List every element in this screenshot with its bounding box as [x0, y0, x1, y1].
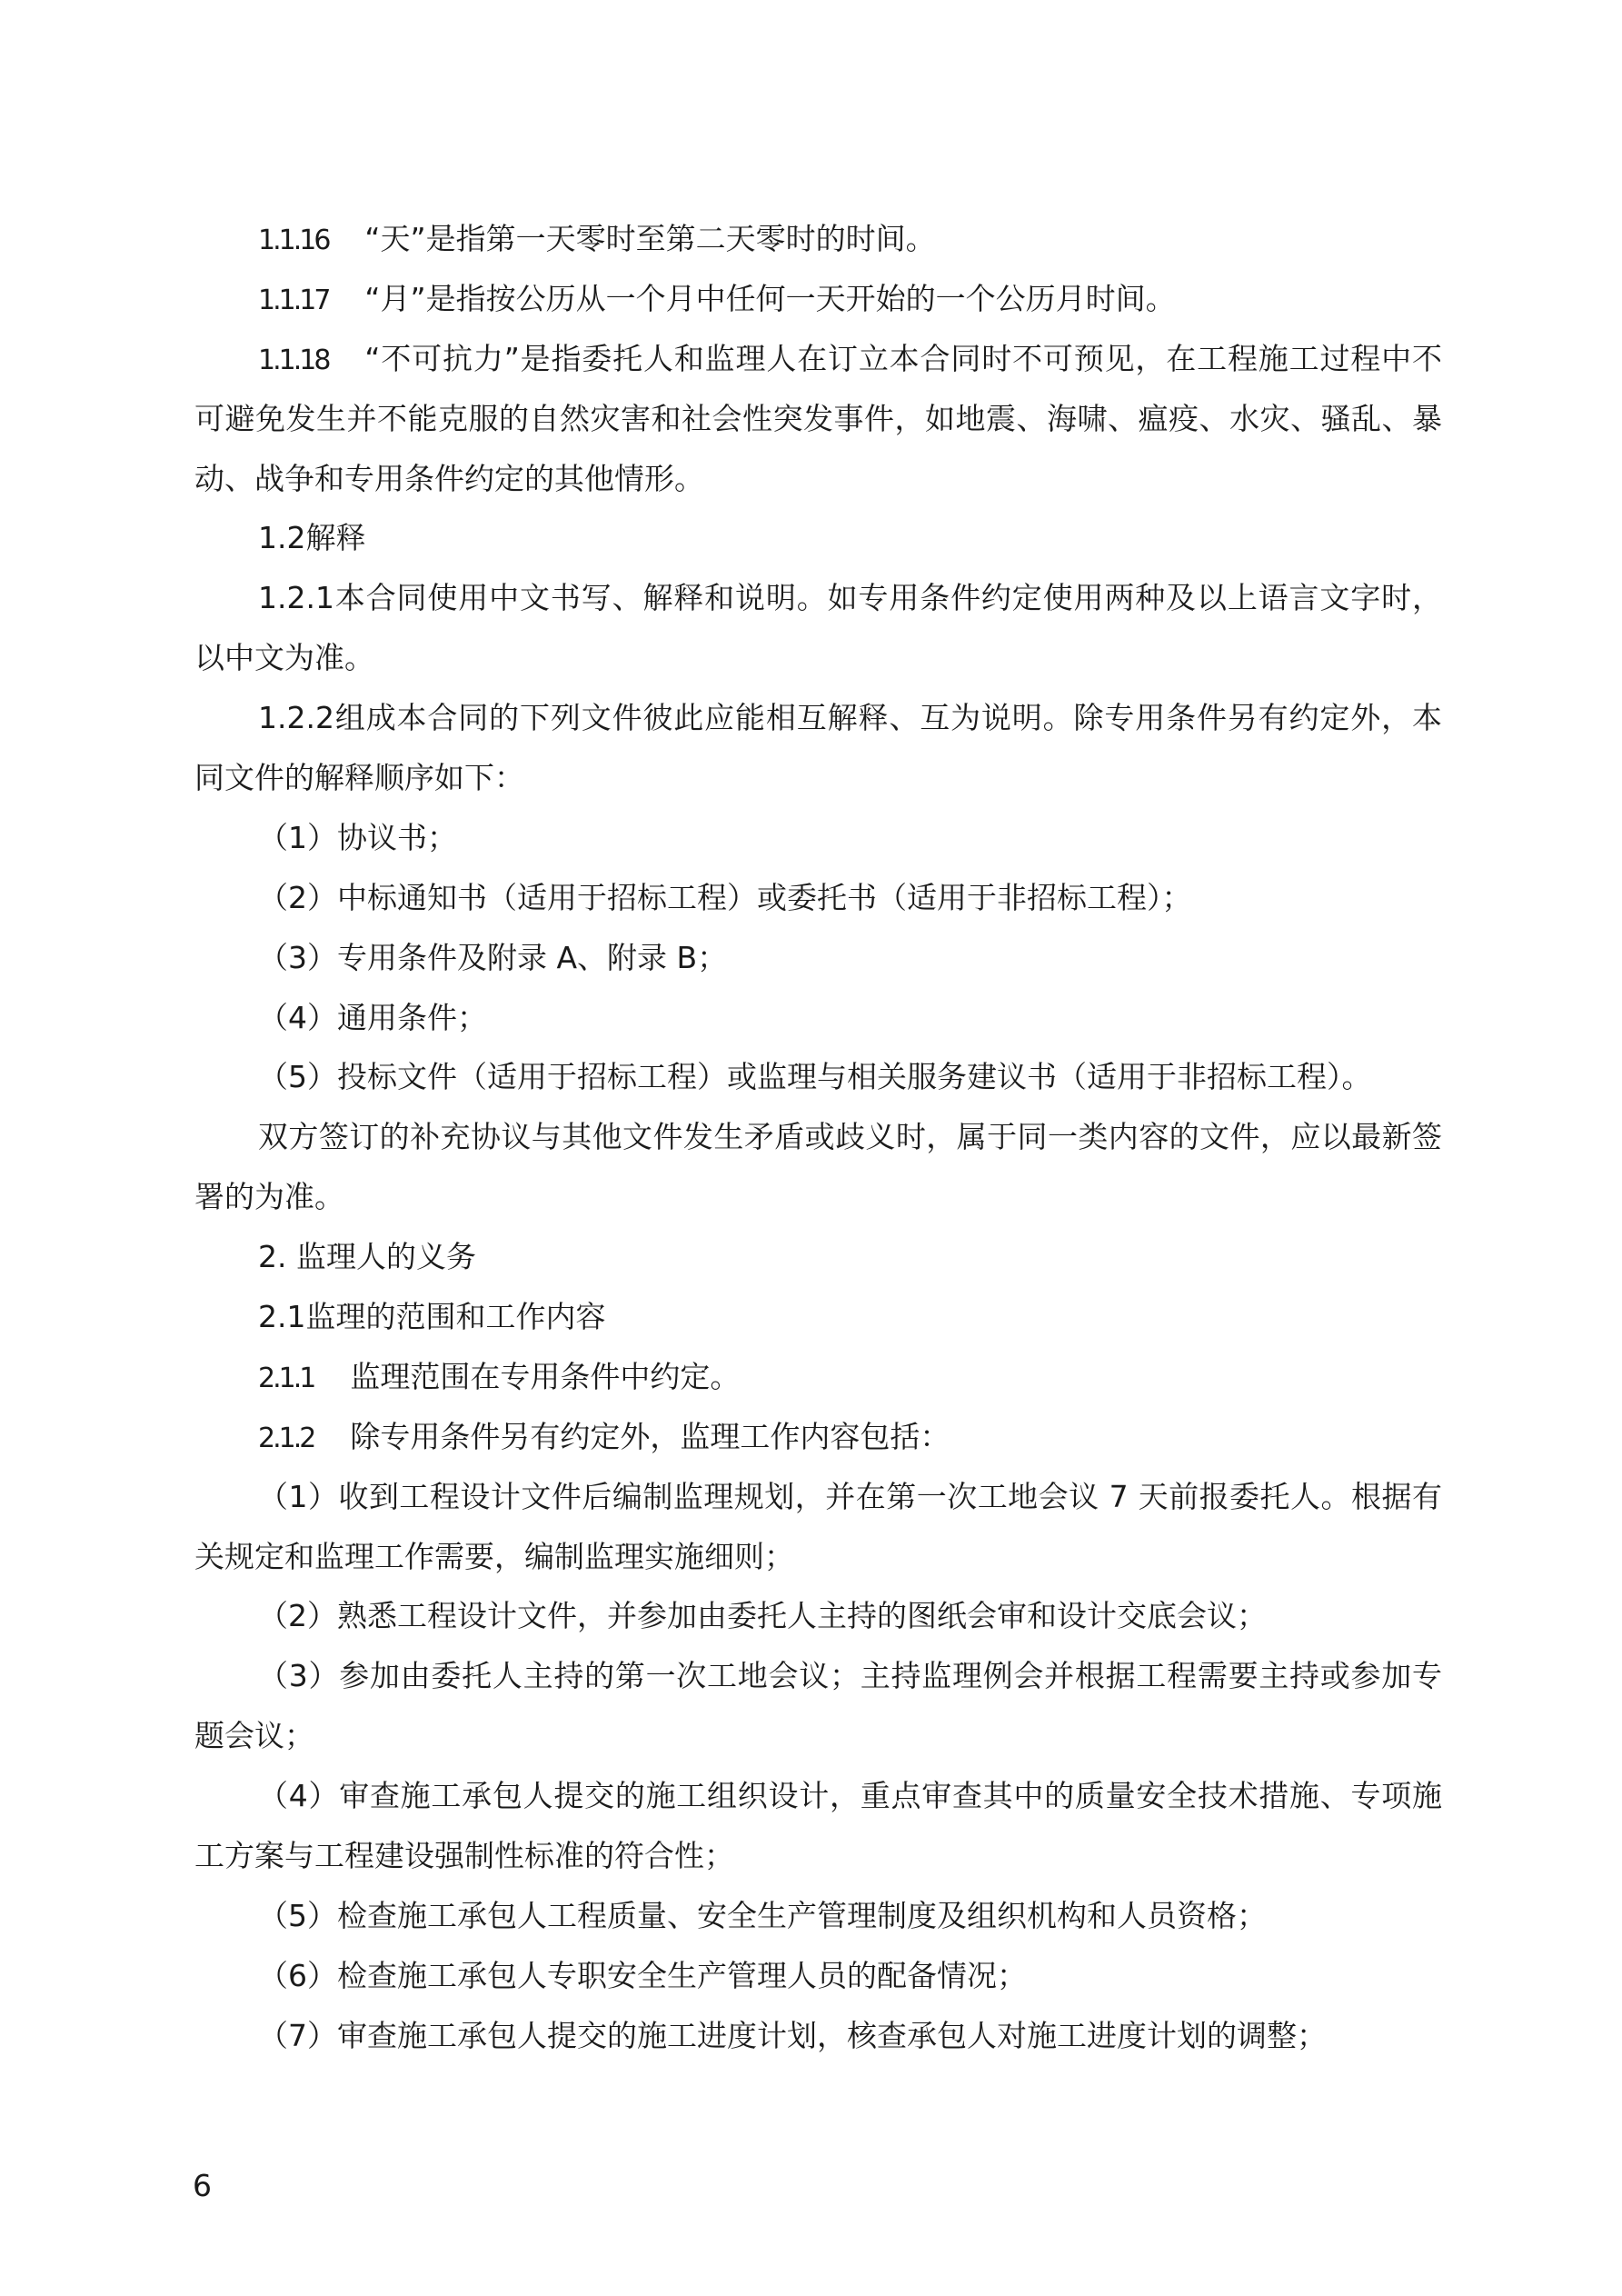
line-text: “月”是指按公历从一个月中任何一天开始的一个公历月时间。	[364, 280, 1176, 316]
text-line	[194, 1646, 1442, 1706]
text-line	[194, 1227, 1442, 1287]
text-line	[194, 1407, 1442, 1467]
text-line	[194, 1527, 1442, 1587]
text-line	[194, 1467, 1442, 1527]
clause-number: 2.1.1	[258, 1362, 314, 1394]
text-line	[194, 808, 1442, 868]
line-text: 关规定和监理工作需要，编制监理实施细则；	[194, 1538, 794, 1574]
line-text: “不可抗力”是指委托人和监理人在订立本合同时不可预见，在工程施工过程中不	[364, 340, 1442, 376]
text-line	[194, 1946, 1442, 2006]
text-line	[194, 329, 1442, 389]
line-text: 双方签订的补充协议与其他文件发生矛盾或歧义时，属于同一类内容的文件，应以最新签	[258, 1119, 1442, 1155]
text-line	[194, 1766, 1442, 1826]
text-line	[194, 2006, 1442, 2066]
text-line	[194, 628, 1442, 688]
line-text: 同文件的解释顺序如下：	[194, 760, 524, 796]
document-body	[194, 209, 1442, 2066]
line-text: 1.2解释	[258, 520, 366, 556]
text-line	[194, 688, 1442, 748]
line-text: （3）专用条件及附录 A、附录 B；	[258, 939, 728, 975]
line-text: 除专用条件另有约定外，监理工作内容包括：	[350, 1418, 950, 1454]
line-text: 监理范围在专用条件中约定。	[350, 1358, 741, 1394]
text-line	[194, 269, 1442, 329]
line-text: （7）审查施工承包人提交的施工进度计划，核查承包人对施工进度计划的调整；	[258, 2017, 1327, 2053]
line-text: （5）投标文件（适用于招标工程）或监理与相关服务建议书（适用于非招标工程）。	[258, 1059, 1372, 1095]
text-line	[194, 1047, 1442, 1107]
text-line	[194, 508, 1442, 568]
text-line	[194, 449, 1442, 509]
line-text: （4）审查施工承包人提交的施工组织设计，重点审查其中的质量安全技术措施、专项施	[258, 1778, 1442, 1814]
text-line	[194, 1167, 1442, 1227]
text-line	[194, 1886, 1442, 1946]
text-line	[194, 928, 1442, 988]
clause-number: 1.1.17	[258, 284, 329, 316]
line-text: 2.1监理的范围和工作内容	[258, 1299, 606, 1335]
line-text: （2）熟悉工程设计文件，并参加由委托人主持的图纸会审和设计交底会议；	[258, 1598, 1267, 1634]
line-text: 可避免发生并不能克服的自然灾害和社会性突发事件，如地震、海啸、瘟疫、水灾、骚乱、暴	[194, 400, 1442, 436]
line-text: “天”是指第一天零时至第二天零时的时间。	[364, 221, 936, 256]
text-line	[194, 1586, 1442, 1646]
text-line	[194, 748, 1442, 808]
line-text: （1）协议书；	[258, 819, 457, 855]
text-line	[194, 1706, 1442, 1766]
line-text: 1.2.1本合同使用中文书写、解释和说明。如专用条件约定使用两种及以上语言文字时，	[258, 580, 1442, 616]
text-line	[194, 389, 1442, 449]
text-line	[194, 868, 1442, 928]
text-line	[194, 988, 1442, 1048]
clause-number: 1.1.18	[258, 344, 329, 376]
line-text: （3）参加由委托人主持的第一次工地会议；主持监理例会并根据工程需要主持或参加专	[258, 1658, 1442, 1694]
clause-number: 1.1.16	[258, 225, 329, 256]
text-line	[194, 1826, 1442, 1886]
text-line	[194, 568, 1442, 628]
page-number: 6	[193, 2168, 212, 2203]
line-text: （6）检查施工承包人专职安全生产管理人员的配备情况；	[258, 1957, 1027, 1993]
line-text: （5）检查施工承包人工程质量、安全生产管理制度及组织机构和人员资格；	[258, 1897, 1267, 1933]
line-text: （1）收到工程设计文件后编制监理规划，并在第一次工地会议 7 天前报委托人。根据有	[258, 1478, 1442, 1514]
line-text: （4）通用条件；	[258, 999, 487, 1035]
clause-number: 2.1.2	[258, 1422, 314, 1454]
line-text: 1.2.2组成本合同的下列文件彼此应能相互解释、互为说明。除专用条件另有约定外，本	[258, 700, 1442, 736]
text-line	[194, 1287, 1442, 1347]
line-text: 动、战争和专用条件约定的其他情形。	[194, 460, 704, 496]
line-text: 署的为准。	[194, 1179, 344, 1215]
line-text: 2. 监理人的义务	[258, 1239, 476, 1275]
text-line	[194, 209, 1442, 269]
line-text: （2）中标通知书（适用于招标工程）或委托书（适用于非招标工程）；	[258, 879, 1192, 915]
line-text: 以中文为准。	[194, 640, 374, 676]
line-text: 工方案与工程建设强制性标准的符合性；	[194, 1838, 734, 1874]
text-line	[194, 1107, 1442, 1167]
line-text: 题会议；	[194, 1718, 314, 1754]
text-line	[194, 1347, 1442, 1407]
